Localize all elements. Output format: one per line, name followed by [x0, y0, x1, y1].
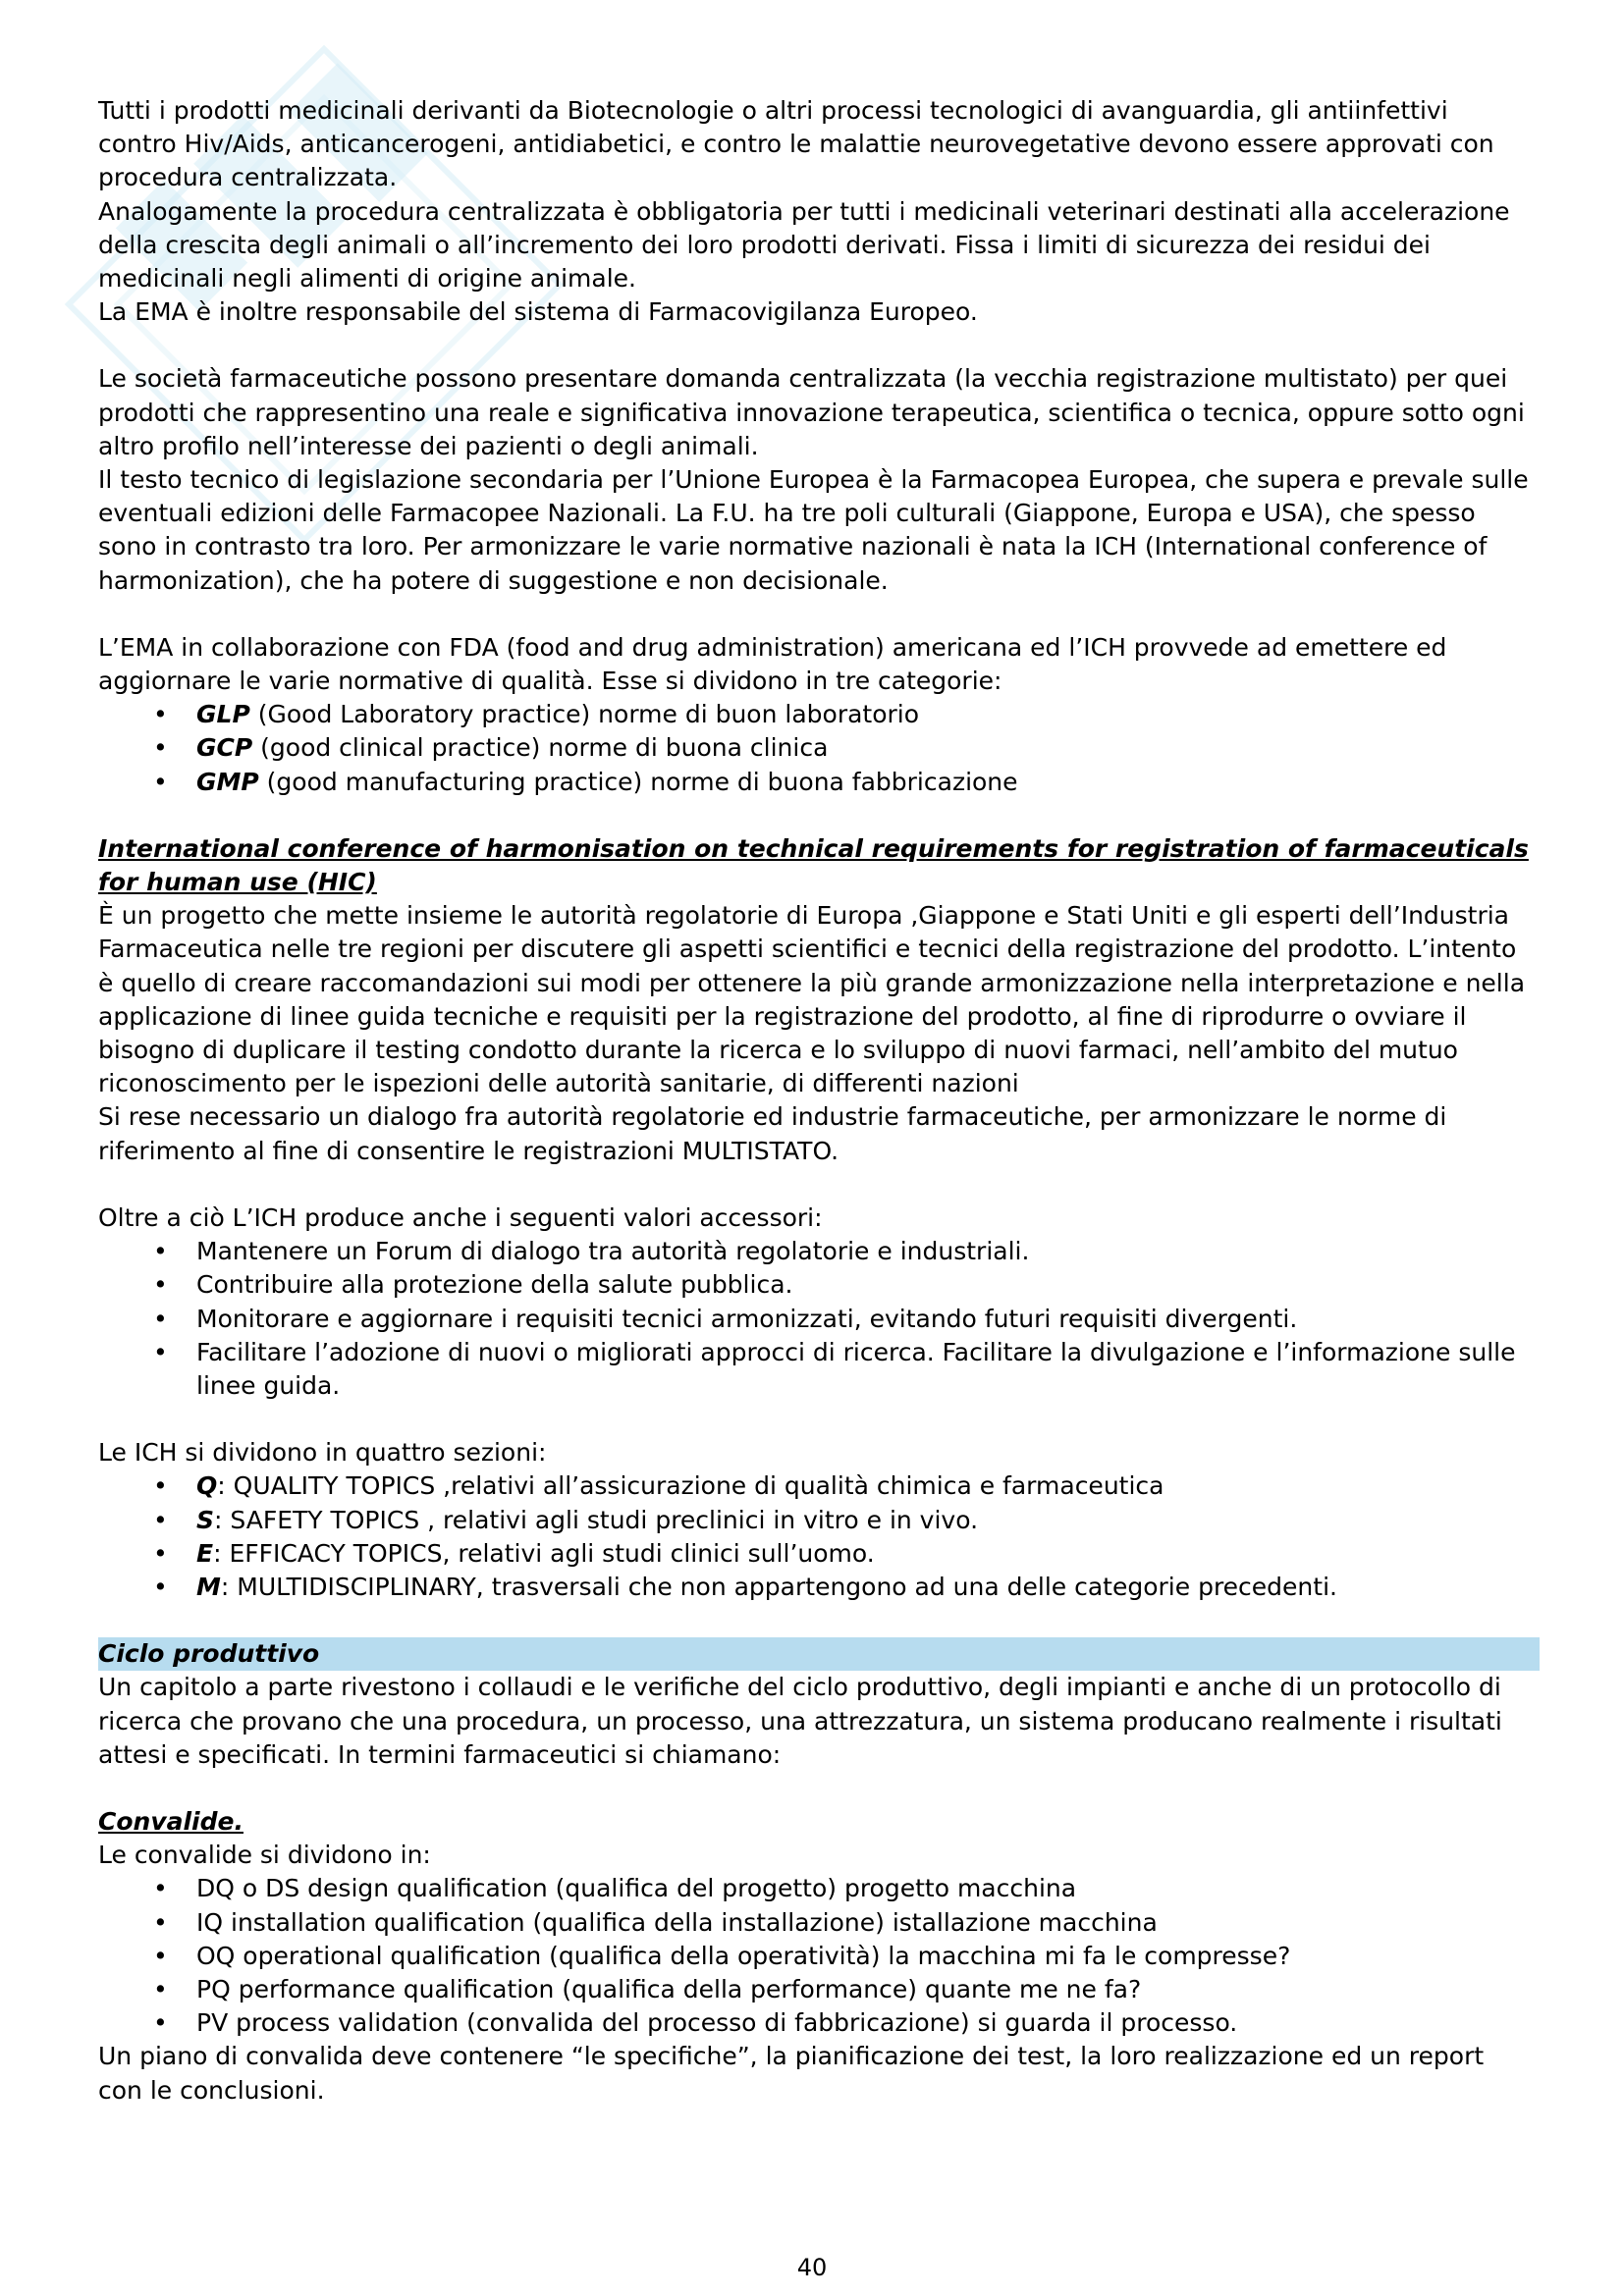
document-body — [98, 94, 1532, 2108]
list-item: • Contribuire alla protezione della salute pubblica. — [98, 1268, 1532, 1302]
paragraph: Le ICH si dividono in quattro sezioni: — [98, 1438, 547, 1468]
list-item: • Monitorare e aggiornare i requisiti tecnici armonizzati, evitando futuri requisiti divergenti. — [98, 1303, 1532, 1336]
paragraph: Le società farmaceutiche possono presentare domanda centralizzata (la vecchia registrazione multistato) per quei prodotti che rappresentino una reale e significativa innovazione terapeutica, scientifica o tecnica, oppure sotto ogni altro profilo nell’interesse dei pazienti o degli animali. — [98, 364, 1525, 460]
ich-values-list — [98, 1235, 1532, 1403]
list-item: • PQ performance qualification (qualifica della performance) quante me ne fa? — [98, 1973, 1532, 2006]
paragraph: Le convalide si dividono in: — [98, 1841, 431, 1870]
paragraph: La EMA è inoltre responsabile del sistema di Farmacovigilanza Europeo. — [98, 297, 978, 327]
section-heading-ich: International conference of harmonisation on technical requirements for registration of farmaceuticals for human use (HIC) — [98, 833, 1529, 897]
quality-norms-list — [98, 698, 1532, 799]
convalide-list — [98, 1872, 1532, 2040]
section-heading-ciclo-produttivo: Ciclo produttivo — [98, 1637, 1540, 1671]
paragraph: È un progetto che mette insieme le autorità regolatorie di Europa ,Giappone e Stati Uniti e gli esperti dell’Industria Farmaceutica nelle tre regioni per discutere gli aspetti scientifici e tecnici della registrazione del prodotto. L’intento è quello di creare raccomandazioni sui modi per ottenere la più grande armonizzazione nella interpretazione e nella applicazione di linee guida tecniche e requisiti per la registrazione del prodotto, al fine di riprodurre o ovviare il bisogno di duplicare il testing condotto durante la ricerca e lo sviluppo di nuovi farmaci, nell’ambito del mutuo riconoscimento per le ispezioni delle autorità sanitarie, di differenti nazioni — [98, 901, 1526, 1098]
list-item: • GCP (good clinical practice) norme di buona clinica — [98, 731, 1532, 765]
paragraph: Un piano di convalida deve contenere “le specifiche”, la pianificazione dei test, la loro realizzazione ed un report con le conclusioni. — [98, 2042, 1485, 2105]
section-heading-convalide: Convalide. — [98, 1806, 244, 1836]
paragraph: Un capitolo a parte rivestono i collaudi e le verifiche del ciclo produttivo, degli impianti e anche di un protocollo di ricerca che provano che una procedura, un processo, una attrezzatura, un sistema producano realmente i risultati attesi e specificati. In termini farmaceutici si chiamano: — [98, 1673, 1502, 1769]
list-item: • GMP (good manufacturing practice) norme di buona fabbricazione — [98, 766, 1532, 799]
page-number: 40 — [796, 2254, 828, 2281]
list-item: • PV process validation (convalida del processo di fabbricazione) si guarda il processo. — [98, 2006, 1532, 2040]
list-item: • DQ o DS design qualification (qualifica del progetto) progetto macchina — [98, 1872, 1532, 1905]
paragraph: L’EMA in collaborazione con FDA (food and drug administration) americana ed l’ICH provvede ad emettere ed aggiornare le varie normative di qualità. Esse si dividono in tre categorie: — [98, 632, 1447, 696]
list-item: • S: SAFETY TOPICS , relativi agli studi preclinici in vitro e in vivo. — [98, 1504, 1532, 1537]
list-item: • GLP (Good Laboratory practice) norme di buon laboratorio — [98, 698, 1532, 731]
list-item: • IQ installation qualification (qualifica della installazione) istallazione macchina — [98, 1906, 1532, 1940]
list-item: • Facilitare l’adozione di nuovi o migliorati approcci di ricerca. Facilitare la divulgazione e l’informazione sulle linee guida. — [98, 1336, 1532, 1403]
list-item: • Mantenere un Forum di dialogo tra autorità regolatorie e industriali. — [98, 1235, 1532, 1268]
list-item: • OQ operational qualification (qualifica della operatività) la macchina mi fa le compresse? — [98, 1940, 1532, 1973]
paragraph: Tutti i prodotti medicinali derivanti da Biotecnologie o altri processi tecnologici di avanguardia, gli antiinfettivi contro Hiv/Aids, anticancerogeni, antidiabetici, e contro le malattie neurovegetative devono essere approvati con procedura centralizzata. — [98, 96, 1494, 192]
paragraph: Analogamente la procedura centralizzata è obbligatoria per tutti i medicinali veterinari destinati alla accelerazione della crescita degli animali o all’incremento dei loro prodotti derivati. Fissa i limiti di sicurezza dei residui dei medicinali negli alimenti di origine animale. — [98, 196, 1510, 294]
ich-sections-list — [98, 1469, 1532, 1604]
list-item: • Q: QUALITY TOPICS ,relativi all’assicurazione di qualità chimica e farmaceutica — [98, 1469, 1532, 1503]
paragraph: Oltre a ciò L’ICH produce anche i seguenti valori accessori: — [98, 1202, 823, 1232]
list-item: • E: EFFICACY TOPICS, relativi agli studi clinici sull’uomo. — [98, 1537, 1532, 1571]
paragraph: Il testo tecnico di legislazione secondaria per l’Unione Europea è la Farmacopea Europea, che supera e prevale sulle eventuali edizioni delle Farmacopee Nazionali. La F.U. ha tre poli culturali (Giappone, Europa e USA), che spesso sono in contrasto tra loro. Per armonizzare le varie normative nazionali è nata la ICH (International conference of harmonization), che ha potere di suggestione e non decisionale. — [98, 465, 1529, 595]
list-item: • M: MULTIDISCIPLINARY, trasversali che non appartengono ad una delle categorie precedenti. — [98, 1571, 1532, 1604]
paragraph: Si rese necessario un dialogo fra autorità regolatorie ed industrie farmaceutiche, per armonizzare le norme di riferimento al fine di consentire le registrazioni MULTISTATO. — [98, 1102, 1447, 1165]
